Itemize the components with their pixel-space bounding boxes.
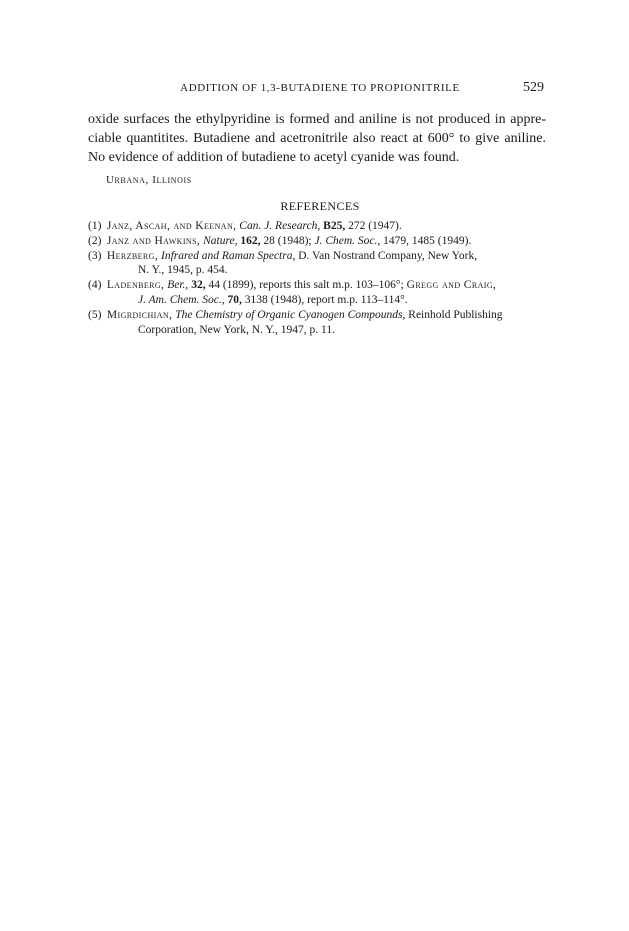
- reference-journal: J. Chem. Soc.,: [314, 234, 381, 247]
- body-line: ciable quantitites. Butadiene and acetronitrile also react at 600° to give aniline.: [88, 131, 546, 146]
- reference-item: (3) Herzberg, Infrared and Raman Spectra, D. Van Nostrand Company, New York, N. Y., 1945, p. 454.: [88, 249, 478, 277]
- reference-authors: Gregg and Craig,: [406, 279, 497, 292]
- reference-authors: Janz and Hawkins,: [106, 234, 201, 247]
- reference-item: (4) Ladenberg, Ber., 32, 44 (1899), reports this salt m.p. 103–106°; Gregg and Craig, J. Am. Chem. Soc., 70, 3138 (1948), report m.p. 113–114°.: [88, 279, 497, 306]
- reference-item: (2) Janz and Hawkins, Nature, 162, 28 (1948); J. Chem. Soc., 1479, 1485 (1949).: [88, 234, 472, 247]
- references-heading: REFERENCES: [280, 199, 360, 213]
- references-list: [88, 219, 548, 337]
- running-head: [96, 80, 544, 100]
- body-paragraph: [88, 110, 546, 167]
- reference-volume: 162,: [240, 234, 261, 247]
- reference-journal: Nature,: [203, 234, 238, 247]
- reference-authors: Migrdichian,: [106, 308, 173, 321]
- reference-journal: Ber.,: [167, 279, 189, 292]
- page-number: 529: [523, 80, 544, 95]
- reference-authors: Janz, Ascah, and Keenan,: [106, 220, 237, 232]
- affiliation: Urbana, Illinois: [106, 174, 192, 186]
- reference-title: The Chemistry of Organic Cyanogen Compounds,: [175, 308, 406, 321]
- body-line: No evidence of addition of butadiene to acetyl cyanide was found.: [88, 150, 460, 165]
- reference-volume: 70,: [227, 293, 242, 306]
- body-line: oxide surfaces the ethylpyridine is formed and aniline is not produced in appre-: [88, 112, 546, 127]
- reference-title: Infrared and Raman Spectra,: [160, 249, 296, 262]
- running-title: ADDITION OF 1,3-BUTADIENE TO PROPIONITRILE: [180, 82, 460, 94]
- reference-item: (1) Janz, Ascah, and Keenan, Can. J. Research, B25, 272 (1947).: [88, 220, 402, 232]
- reference-journal: J. Am. Chem. Soc.,: [138, 293, 225, 306]
- reference-item: (5) Migrdichian, The Chemistry of Organic Cyanogen Compounds, Reinhold Publishing Corporation, New York, N. Y., 1947, p. 11.: [88, 308, 503, 336]
- reference-authors: Ladenberg,: [106, 279, 165, 292]
- reference-volume: B25,: [323, 220, 346, 232]
- reference-journal: Can. J. Research,: [239, 220, 321, 232]
- reference-volume: 32,: [191, 279, 206, 292]
- reference-authors: Herzberg,: [106, 249, 159, 262]
